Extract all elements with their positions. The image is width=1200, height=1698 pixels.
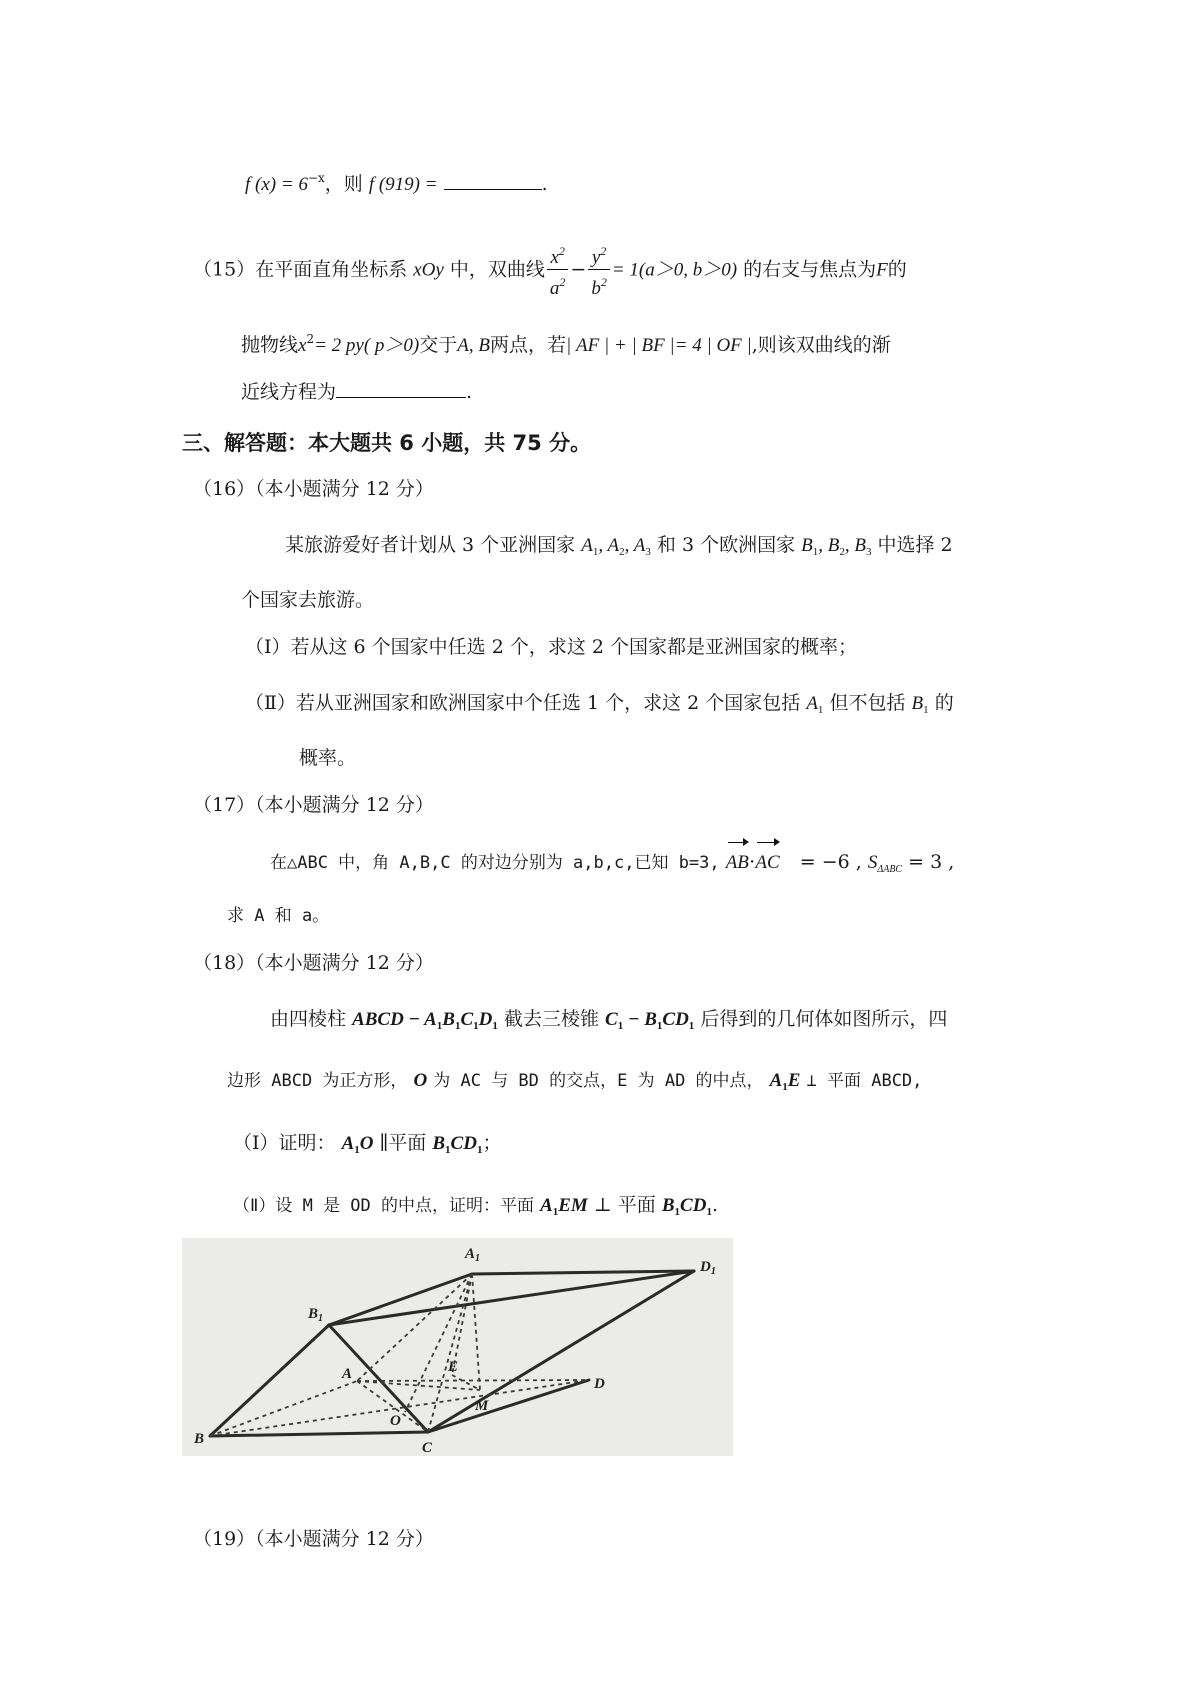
figure-label-d: D (594, 1376, 605, 1392)
q15-text3: 的右支与焦点为 (743, 258, 877, 281)
q17-header: （17）（本小题满分 12 分） (193, 794, 434, 816)
figure-label-d1: $D_1$ (700, 1259, 716, 1277)
q19-header: （19）（本小题满分 12 分） (193, 1528, 434, 1550)
q16-part2 (245, 688, 954, 725)
q14-blank (444, 171, 542, 190)
q15-line3 (241, 377, 472, 407)
q16-line1-a: 某旅游爱好者计划从 3 个亚洲国家 (285, 534, 576, 556)
q18-line1-a: 由四棱柱 (270, 1008, 347, 1030)
section3-title: 三、解答题：本大题共 6 小题，共 75 分。 (182, 431, 592, 455)
q14-sep: ，则 (324, 173, 363, 195)
q18-line2-b: 为 AC 与 BD 的交点，E 为 AD 的中点， (433, 1071, 764, 1091)
q15-parabola-rest: = 2 py( p＞0) (314, 335, 420, 356)
q18-line1-c: 后得到的几何体如图所示，四 (700, 1008, 948, 1030)
figure-label-c: C (422, 1440, 433, 1456)
q16-asia: $A_1$, $A_2$, $A_3$ (581, 535, 651, 558)
q18-header: （18）（本小题满分 12 分） (193, 952, 434, 974)
q18-A1EM: $A_1EM$ (540, 1195, 588, 1218)
q15-line2-d: ,则该双曲线的渐 (751, 334, 891, 356)
q17-line2: 求 A 和 a。 (227, 906, 330, 926)
q15-line3-text: 近线方程为 (241, 381, 337, 403)
q18-part2-end: . (711, 1194, 718, 1216)
q18-pyramid: $C_1 - B_1CD_1$ (605, 1009, 695, 1032)
figure-label-a1: $A_1$ (465, 1246, 481, 1264)
q15-end: . (466, 381, 473, 403)
q15-text2: 中，双曲线 (449, 258, 545, 281)
q18-O: O (413, 1070, 428, 1091)
q14-expr: f (919) = (368, 174, 438, 195)
q16-line1-b: 和 3 个欧洲国家 (656, 534, 796, 556)
figure-label-e: E (448, 1359, 459, 1375)
q17-s-sub: ΔABC (877, 864, 903, 875)
q15-line2: 抛物线$x^2= 2$ py( p＞0)交于A, B两点，若| AF | + | BF |= 4 | OF |,则该双曲线的渐 (241, 332, 891, 356)
q15-F: F (876, 259, 888, 281)
q14-func: f (x) = 6 (245, 174, 308, 195)
q15-eq-cond: = 1(a＞0, b＞0) (611, 259, 738, 281)
q17-s: S (867, 852, 878, 873)
q15-text1: 在平面直角坐标系 (255, 258, 408, 281)
q18-prism: ABCD − $A_1B_1C_1D_1$ (352, 1009, 498, 1032)
q16-part2-a: （Ⅱ）若从亚洲国家和欧洲国家中个任选 1 个，求这 2 个国家包括 (245, 692, 801, 714)
q15-line1: （15）在平面直角坐标系 xOy 中，双曲线 $\frac{x^2}{a^2}$ − $\frac{y^2}{b^2}$ = 1(a＞0, b＞0) 的右支与焦点为F的 (193, 240, 907, 301)
q15-line2-c: 两点，若 (490, 334, 567, 356)
q18-part1 (233, 1128, 501, 1165)
q16-part2-b: 但不包括 (829, 692, 906, 714)
q16-part2-c: 的 (934, 692, 954, 714)
q15-number: （15） (193, 258, 256, 281)
q17-vec-ab: AB (726, 848, 749, 878)
q15-frac1: $\frac{x^2}{a^2}$ (547, 240, 569, 301)
q17-vec-ac: AC (755, 848, 779, 878)
q17-eq: = −6 , (799, 851, 862, 873)
q15-frac2: $\frac{y^2}{b^2}$ (588, 240, 610, 301)
q17-line1 (270, 847, 954, 885)
q18-part1-end: ； (482, 1132, 502, 1154)
q15-parabola: x (298, 335, 307, 356)
q16-B1: $B_1$ (911, 693, 929, 716)
q18-part2-b: ⊥ 平面 (593, 1194, 656, 1216)
q18-line2-c: ⊥ 平面 ABCD, (806, 1071, 923, 1091)
q14-exp: −x (307, 171, 325, 185)
q18-B1CD1-b: $B_1CD_1$ (661, 1195, 712, 1218)
q15-line2-b: 交于 (419, 334, 458, 356)
q18-part2-a: （Ⅱ）设 M 是 OD 的中点，证明：平面 (233, 1196, 535, 1216)
q15-line2-a: 抛物线 (241, 334, 299, 356)
q18-part2 (233, 1190, 718, 1227)
q17-s-eq: = 3 , (908, 851, 955, 873)
figure-label-b1: $B_1$ (308, 1306, 324, 1324)
q16-line1-c: 中选择 2 (877, 534, 953, 556)
q18-part1-a: （Ⅰ）证明： (233, 1132, 336, 1154)
q18-line2-a: 边形 ABCD 为正方形， (227, 1071, 408, 1091)
q18-B1CD1-a: $B_1CD_1$ (432, 1133, 483, 1156)
q16-A1: $A_1$ (806, 693, 824, 716)
q16-part1: （Ⅰ）若从这 6 个国家中任选 2 个，求这 2 个国家都是亚洲国家的概率； (245, 636, 858, 658)
q16-line2: 个国家去旅游。 (241, 589, 375, 611)
q16-europe: $B_1$, $B_2$, $B_3$ (801, 535, 872, 558)
q18-line2 (227, 1065, 922, 1102)
q18-A1O: $A_1O$ (341, 1133, 374, 1156)
figure-label-o: O (390, 1413, 401, 1429)
q15-points: A, B (457, 335, 490, 356)
q15-cond: | AF | + | BF |= 4 | OF | (566, 335, 752, 356)
q18-line1-b: 截去三棱锥 (503, 1008, 599, 1030)
q15-text4: 的 (887, 258, 907, 281)
figure-label-a: A (342, 1366, 353, 1382)
q18-part1-b: ∥平面 (379, 1132, 427, 1154)
q16-line1 (285, 530, 953, 567)
geometry-figure (182, 1238, 733, 1456)
q18-line1 (270, 1004, 947, 1041)
q18-A1E: $A_1E$ (769, 1070, 801, 1093)
q17-line1-a: 在△ABC 中，角 A,B,C 的对边分别为 a,b,c,已知 b=3, (270, 853, 720, 873)
q17-dot: ⋅ (748, 851, 756, 873)
figure-label-b: B (194, 1431, 205, 1447)
figure-label-m: M (475, 1398, 489, 1414)
q16-part2-line2: 概率。 (299, 747, 357, 769)
q14-answer-line (245, 163, 548, 200)
q14-end: . (541, 173, 548, 195)
q16-header: （16）（本小题满分 12 分） (193, 478, 434, 500)
q15-xoy: xOy (413, 259, 444, 281)
q15-blank (336, 379, 466, 398)
